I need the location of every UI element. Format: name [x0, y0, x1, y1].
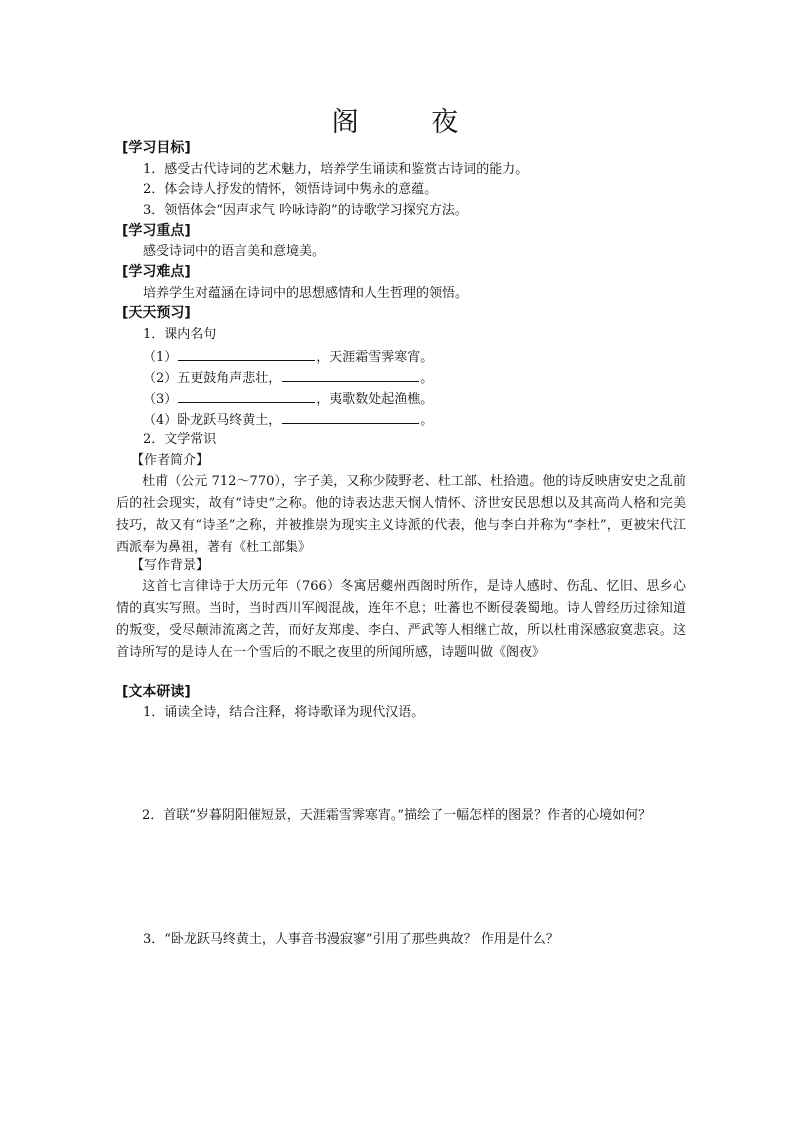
fill-question-1 — [143, 346, 433, 368]
fill-question-4-prefix: （4）卧龙跃马终黄土， — [143, 413, 282, 428]
author-paragraph — [116, 471, 686, 559]
background-heading: 【写作背景】 — [131, 558, 210, 573]
study-heading: [文本研读] — [122, 684, 191, 700]
preview-sub-2: 2．文学常识 — [143, 432, 217, 447]
page-title: 阁 夜 — [331, 107, 491, 138]
preview-heading: [天天预习] — [122, 305, 191, 321]
study-question-1: 1．诵读全诗，结合注释，将诗歌译为现代汉语。 — [143, 705, 425, 720]
fill-question-3-prefix: （3） — [143, 392, 178, 407]
fill-question-1-suffix: ，天涯霜雪霁寒宵。 — [316, 350, 434, 365]
fill-blank-1[interactable] — [178, 346, 315, 361]
goal-item-1: 1．感受古代诗词的艺术魅力，培养学生诵读和鉴赏古诗词的能力。 — [143, 162, 529, 177]
goals-heading: [学习目标] — [122, 140, 191, 156]
fill-question-4 — [143, 409, 433, 431]
fill-question-3 — [143, 388, 433, 410]
difficulties-heading: [学习难点] — [122, 264, 191, 280]
author-heading: 【作者简介】 — [131, 453, 210, 468]
fill-question-4-suffix: 。 — [420, 413, 434, 428]
study-question-2-block — [116, 805, 686, 827]
study-question-3: 3．“卧龙跃马终黄土，人事音书漫寂寥”引用了那些典故？ 作用是什么？ — [143, 932, 559, 947]
fill-question-2 — [143, 367, 433, 389]
fill-blank-2[interactable] — [282, 367, 419, 382]
background-paragraph — [116, 576, 686, 664]
fill-question-2-suffix: 。 — [420, 371, 434, 386]
fill-question-3-suffix: ，夷歌数处起渔樵。 — [316, 392, 434, 407]
author-text: 杜甫（公元 712～770），字子美，又称少陵野老、杜工部、杜拾遗。他的诗反映唐安史之乱前后的社会现实，故有“诗史”之称。他的诗表达悲天悯人情怀、济世安民思想以及其高尚人格和完美技巧，故又有“诗圣”之称，并被推崇为现实主义诗派的代表，他与李白并称为“李杜”，更被宋代江西派奉为鼻祖，著有《杜工部集》 — [116, 474, 686, 555]
fill-question-2-prefix: （2）五更鼓角声悲壮， — [143, 371, 282, 386]
study-question-2: 2．首联“岁暮阴阳催短景，天涯霜雪霁寒宵。”描绘了一幅怎样的图景？作者的心境如何？ — [142, 808, 652, 823]
goal-item-3: 3．领悟体会“因声求气 吟咏诗韵”的诗歌学习探究方法。 — [143, 203, 468, 218]
background-text: 这首七言律诗于大历元年（766）冬寓居夔州西阁时所作，是诗人感时、伤乱、忆旧、思乡心情的真实写照。当时，当时西川军阀混战，连年不息；吐蕃也不断侵袭蜀地。诗人曾经历过徐知道的叛变，受尽颠沛流离之苦，而好友郑虔、李白、严武等人相继亡故，所以杜甫深感寂寞悲哀。这首诗所写的是诗人在一个雪后的不眠之夜里的所闻所感，诗题叫做《阁夜》 — [116, 579, 686, 660]
key-points-heading: [学习重点] — [122, 223, 191, 239]
difficulties-text: 培养学生对蕴涵在诗词中的思想感情和人生哲理的领悟。 — [143, 286, 469, 301]
fill-question-1-prefix: （1） — [143, 350, 178, 365]
fill-blank-4[interactable] — [282, 409, 419, 424]
preview-sub-1: 1．课内名句 — [143, 327, 217, 342]
goal-item-2: 2．体会诗人抒发的情怀，领悟诗词中隽永的意蕴。 — [143, 182, 438, 197]
key-points-text: 感受诗词中的语言美和意境美。 — [143, 244, 326, 259]
fill-blank-3[interactable] — [178, 388, 315, 403]
